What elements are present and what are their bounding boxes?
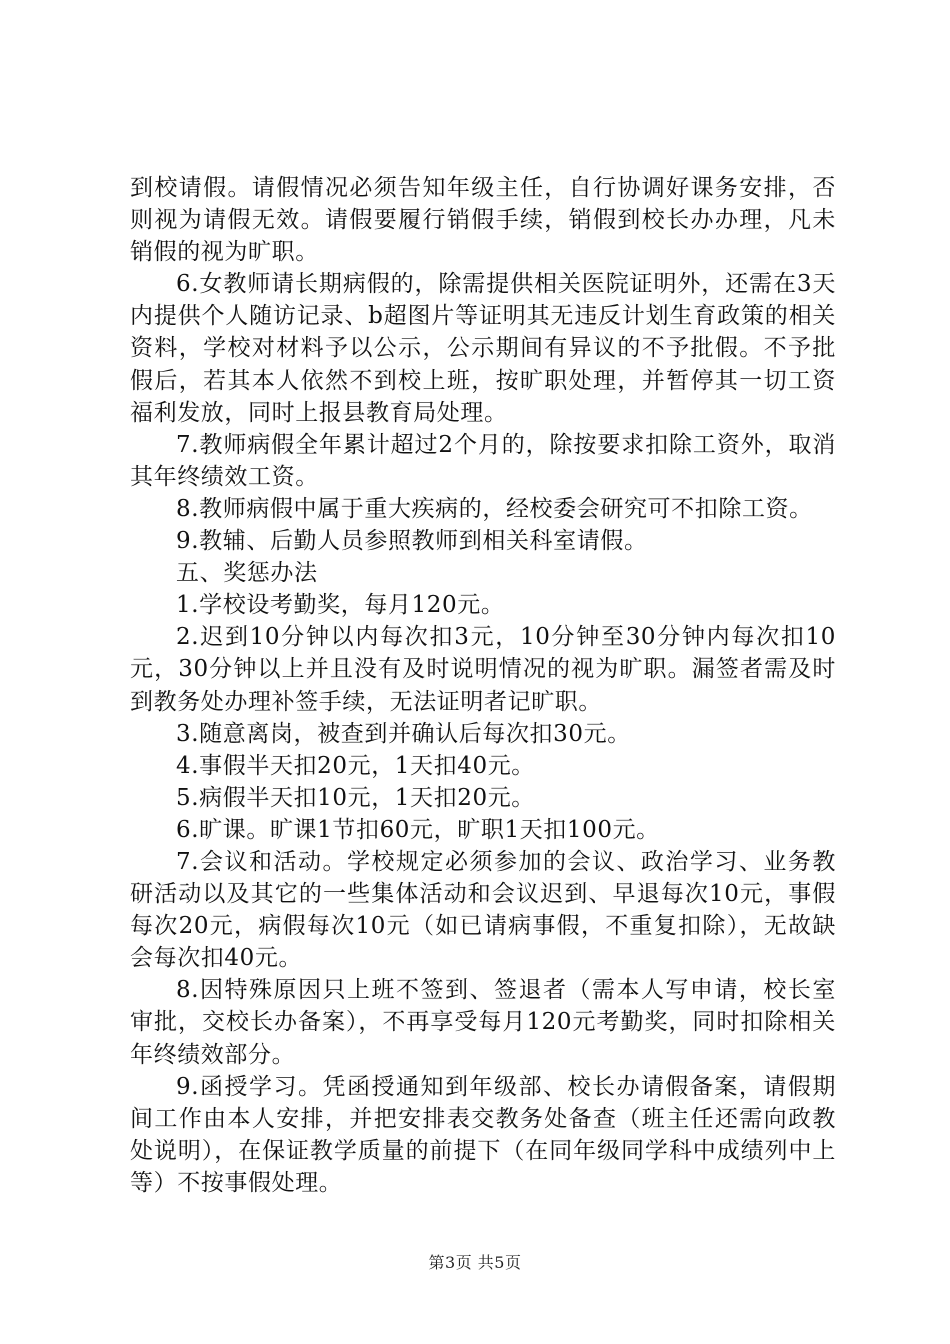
section-heading-rewards-penalties: 五、奖惩办法	[176, 560, 318, 587]
document-body	[130, 172, 836, 1199]
rule-item-2: 2.迟到10分钟以内每次扣3元，10分钟至30分钟内每次扣10元，30分钟以上并且没有及时说明情况的视为旷职。漏签者需及时到教务处办理补签手续，无法证明者记旷职。	[130, 624, 836, 715]
paragraph-item-6: 6.女教师请长期病假的，除需提供相关医院证明外，还需在3天内提供个人随访记录、b超图片等证明其无违反计划生育政策的相关资料，学校对材料予以公示，公示期间有异议的不予批假。不予批假后，若其本人依然不到校上班，按旷职处理，并暂停其一切工资福利发放，同时上报县教育局处理。	[130, 271, 836, 426]
rule-item-5: 5.病假半天扣10元，1天扣20元。	[176, 784, 535, 811]
rule-item-4: 4.事假半天扣20元，1天扣40元。	[176, 752, 535, 779]
rule-item-3: 3.随意离岗，被查到并确认后每次扣30元。	[176, 720, 631, 747]
paragraph-continuation: 到校请假。请假情况必须告知年级主任，自行协调好课务安排，否则视为请假无效。请假要履行销假手续，销假到校长办办理，凡未销假的视为旷职。	[130, 175, 836, 266]
paragraph-item-7: 7.教师病假全年累计超过2个月的，除按要求扣除工资外，取消其年终绩效工资。	[130, 431, 836, 490]
rule-item-8: 8.因特殊原因只上班不签到、签退者（需本人写申请，校长室审批，交校长办备案），不再享受每月120元考勤奖，同时扣除相关年终绩效部分。	[130, 977, 836, 1068]
rule-item-1: 1.学校设考勤奖，每月120元。	[176, 592, 505, 619]
rule-item-9: 9.函授学习。凭函授通知到年级部、校长办请假备案，请假期间工作由本人安排，并把安排表交教务处备查（班主任还需向政教处说明），在保证教学质量的前提下（在同年级同学科中成绩列中上等）不按事假处理。	[130, 1073, 836, 1196]
paragraph-item-9: 9.教辅、后勤人员参照教师到相关科室请假。	[176, 528, 648, 555]
rule-item-7: 7.会议和活动。学校规定必须参加的会议、政治学习、业务教研活动以及其它的一些集体活动和会议迟到、早退每次10元，事假每次20元，病假每次10元（如已请病事假，不重复扣除），无故缺会每次扣40元。	[130, 848, 836, 972]
page-number-footer: 第3页 共5页	[428, 1253, 522, 1272]
paragraph-item-8: 8.教师病假中属于重大疾病的，经校委会研究可不扣除工资。	[176, 495, 813, 522]
rule-item-6: 6.旷课。旷课1节扣60元，旷职1天扣100元。	[176, 816, 660, 843]
